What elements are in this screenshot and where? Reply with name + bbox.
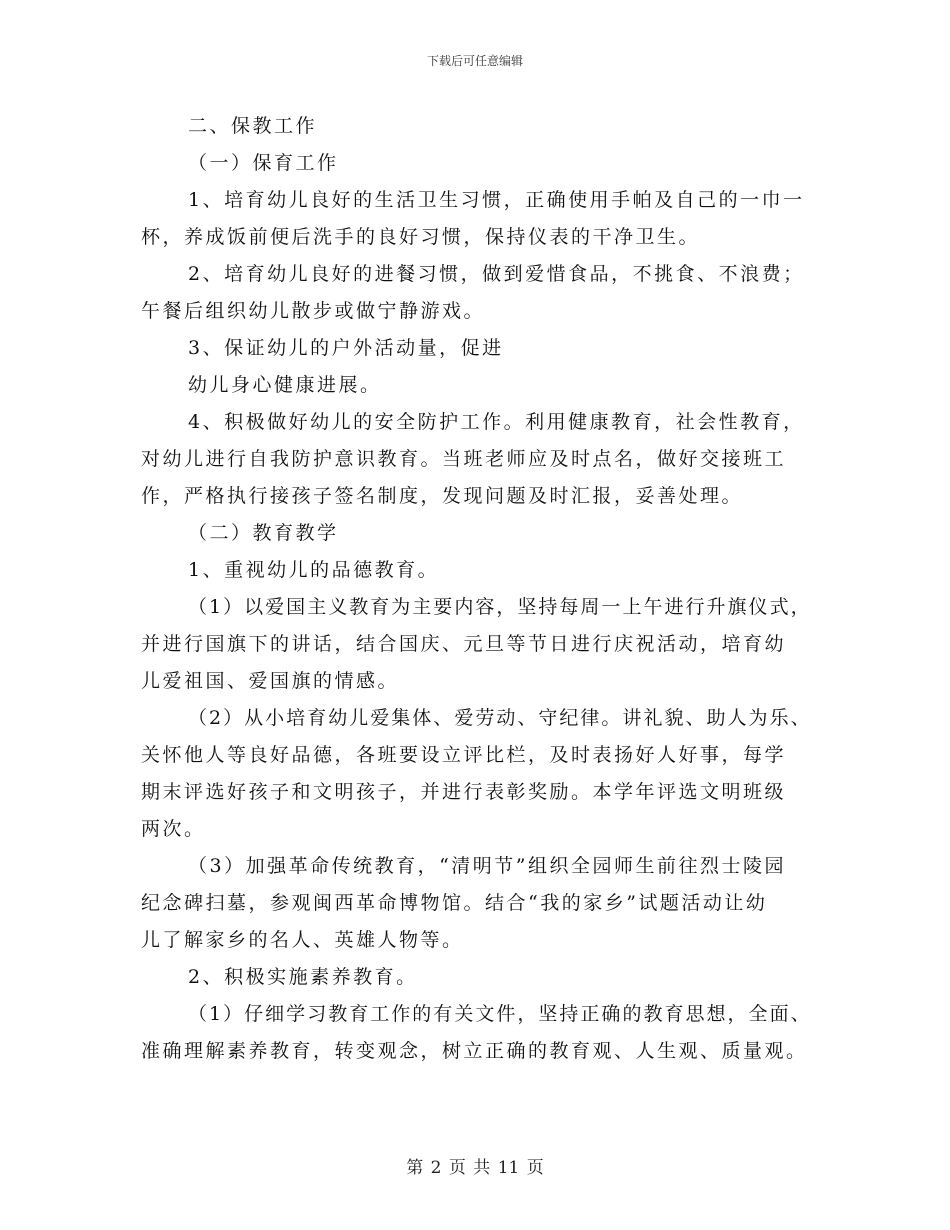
paragraph-line: 4、积极做好幼儿的安全防护工作。利用健康教育，社会性教育， [188,411,805,433]
paragraph-line: 作，严格执行接孩子签名制度，发现问题及时汇报，妥善处理。 [141,485,744,507]
subsection-heading: （二）教育教学 [188,522,339,544]
paragraph-line: 准确理解素养教育，转变观念，树立正确的教育观、人生观、质量观。 [141,1040,808,1062]
page-header: 下载后可任意编辑 [426,54,523,68]
paragraph-line: 并进行国旗下的讲话，结合国庆、元旦等节日进行庆祝活动，培育幼 [141,633,787,655]
paragraph-line: 1、培育幼儿良好的生活卫生习惯，正确使用手帕及自己的一巾一 [188,189,805,211]
paragraph-line: 两次。 [141,818,206,840]
subsection-heading: （一）保育工作 [188,152,339,174]
paragraph-line: 幼儿身心健康进展。 [188,374,382,396]
paragraph-line: 对幼儿进行自我防护意识教育。当班老师应及时点名，做好交接班工 [141,448,787,470]
paragraph-line: （2）从小培育幼儿爱集体、爱劳动、守纪律。讲礼貌、助人为乐、 [188,707,812,729]
paragraph-line: 3、保证幼儿的户外活动量，促进 [188,337,504,359]
page-number: 第 2 页 共 11 页 [406,1158,544,1178]
paragraph-line: 儿爱祖国、爱国旗的情感。 [141,670,400,692]
section-heading: 二、保教工作 [188,115,318,137]
paragraph-line: （1）以爱国主义教育为主要内容，坚持每周一上午进行升旗仪式， [188,596,812,618]
paragraph-line: （1）仔细学习教育工作的有关文件，坚持正确的教育思想，全面、 [188,1003,812,1025]
paragraph-line: 2、培育幼儿良好的进餐习惯，做到爱惜食品，不挑食、不浪费； [188,263,805,285]
paragraph-line: 1、重视幼儿的品德教育。 [188,559,440,581]
paragraph-line: 2、积极实施素养教育。 [188,966,418,988]
paragraph-line: 期末评选好孩子和文明孩子，并进行表彰奖励。本学年评选文明班级 [141,781,787,803]
paragraph-line: 纪念碑扫墓，参观闽西革命博物馆。结合“我的家乡”试题活动让幼 [141,892,768,914]
paragraph-line: （3）加强革命传统教育，“清明节”组织全园师生前往烈士陵园 [188,855,787,877]
paragraph-line: 儿了解家乡的名人、英雄人物等。 [141,929,464,951]
paragraph-line: 午餐后组织幼儿散步或做宁静游戏。 [141,300,486,322]
paragraph-line: 杯，养成饭前便后洗手的良好习惯，保持仪表的干净卫生。 [141,226,701,248]
paragraph-line: 关怀他人等良好品德，各班要设立评比栏，及时表扬好人好事，每学 [141,744,787,766]
